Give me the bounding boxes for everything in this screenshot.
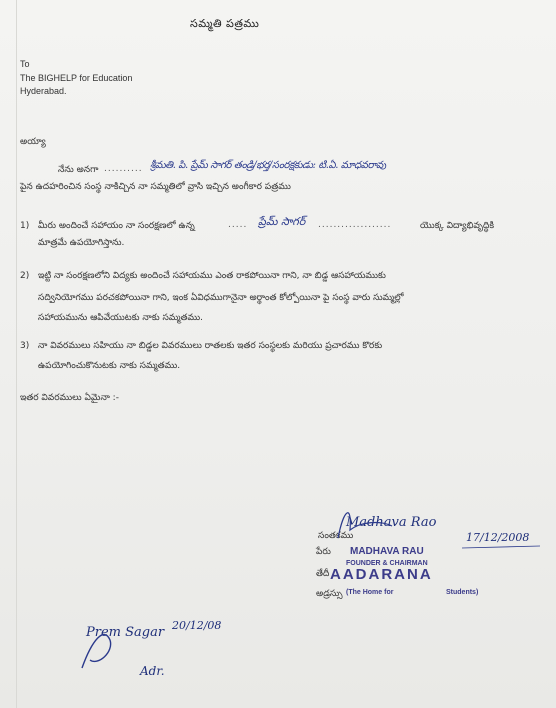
clause-1-text-after: యొక్క విద్యాభివృద్ధికి	[420, 221, 495, 231]
clause-1-text-before: మీరు అందించే సహాయం నా సంరక్షణలో ఉన్న	[38, 221, 195, 231]
clause-3-line1: నా వివరములు సహియు నా బిడ్డల వివరములు రాతలకు ఇతర సంస్థలకు మరియు ప్రచారము కొరకు	[38, 341, 383, 351]
stamp-title: FOUNDER & CHAIRMAN	[346, 560, 428, 567]
intro-dots: ..........	[104, 164, 143, 174]
signature-stroke-left	[82, 635, 111, 668]
clause-1-dots: .....	[228, 220, 248, 230]
handwritten-sign-left: Prem Sagar	[86, 625, 165, 640]
clause-3-line2: ఉపయోగించుకొనుటకు నాకు సమ్మతము.	[38, 361, 181, 371]
stamp-org: AADARANA	[330, 566, 433, 583]
clause-1-number: 1)	[20, 221, 30, 231]
salutation: అయ్యా	[20, 137, 46, 147]
date-underline-right	[462, 546, 540, 548]
handwritten-sign-right: Madhava Rao	[346, 515, 437, 530]
intro-handwritten-name: శ్రీమతి. పి. ప్రేమ్ సాగర్ తండ్రి/భర్త/సంరక్షకుడు: టి.ఏ. మాధవరావు	[150, 160, 386, 171]
clause-2-number: 2)	[20, 271, 30, 281]
address-org: The BIGHELP for Education	[20, 73, 133, 83]
clause-2-line2: సద్వినియోగము పరచకపోయినా గాని, ఇంక ఏవిధముగానైనా అర్థాంత కోల్పోయినా పై సంస్థ వారు సుమ్మల్లో	[38, 293, 404, 303]
label-address: అడ్రస్సు	[316, 589, 343, 599]
handwritten-date-right: 17/12/2008	[466, 531, 530, 544]
signature-stroke-right	[338, 513, 392, 538]
address-to: To	[20, 59, 30, 69]
handwritten-initial-left: Adr.	[140, 664, 165, 678]
label-date: తేదీ	[316, 569, 330, 579]
stamp-name: MADHAVA RAU	[350, 546, 424, 557]
document-title: సమ్మతి పత్రము	[190, 17, 260, 30]
clause-2-line1: ఇట్టి నా సంరక్షణలోని విద్యకు అందించే సహాయము ఎంత రాకపోయినా గాని, నా బిడ్డ ఆసహాయముకు	[38, 271, 386, 281]
clause-1-handwritten: ప్రేమ్ సాగర్	[258, 215, 306, 228]
stamp-subtitle-left: (The Home for	[346, 589, 394, 596]
other-details-label: ఇతర వివరములు ఏమైనా :-	[20, 393, 119, 403]
intro-line2: పైన ఉదహరించిన సంస్థ నాకిచ్చిన నా సమ్మతిలో వ్రాసి ఇచ్చిన అంగీకార పత్రము	[20, 182, 291, 192]
intro-prefix: నేను అనగా	[58, 165, 99, 175]
handwritten-date-left: 20/12/08	[172, 619, 222, 632]
clause-3-number: 3)	[20, 341, 30, 351]
clause-2-line3: సహాయమును ఆపివేయుటకు నాకు సమ్మతము.	[38, 313, 203, 323]
stamp-subtitle-right: Students)	[446, 589, 479, 596]
label-name: పేరు	[316, 547, 331, 557]
address-city: Hyderabad.	[20, 86, 67, 96]
label-sign: సంతకము	[318, 531, 354, 541]
clause-1-line2: మాత్రమే ఉపయోగిస్తాను.	[38, 238, 125, 248]
clause-1-dots-after: ...................	[318, 220, 392, 230]
